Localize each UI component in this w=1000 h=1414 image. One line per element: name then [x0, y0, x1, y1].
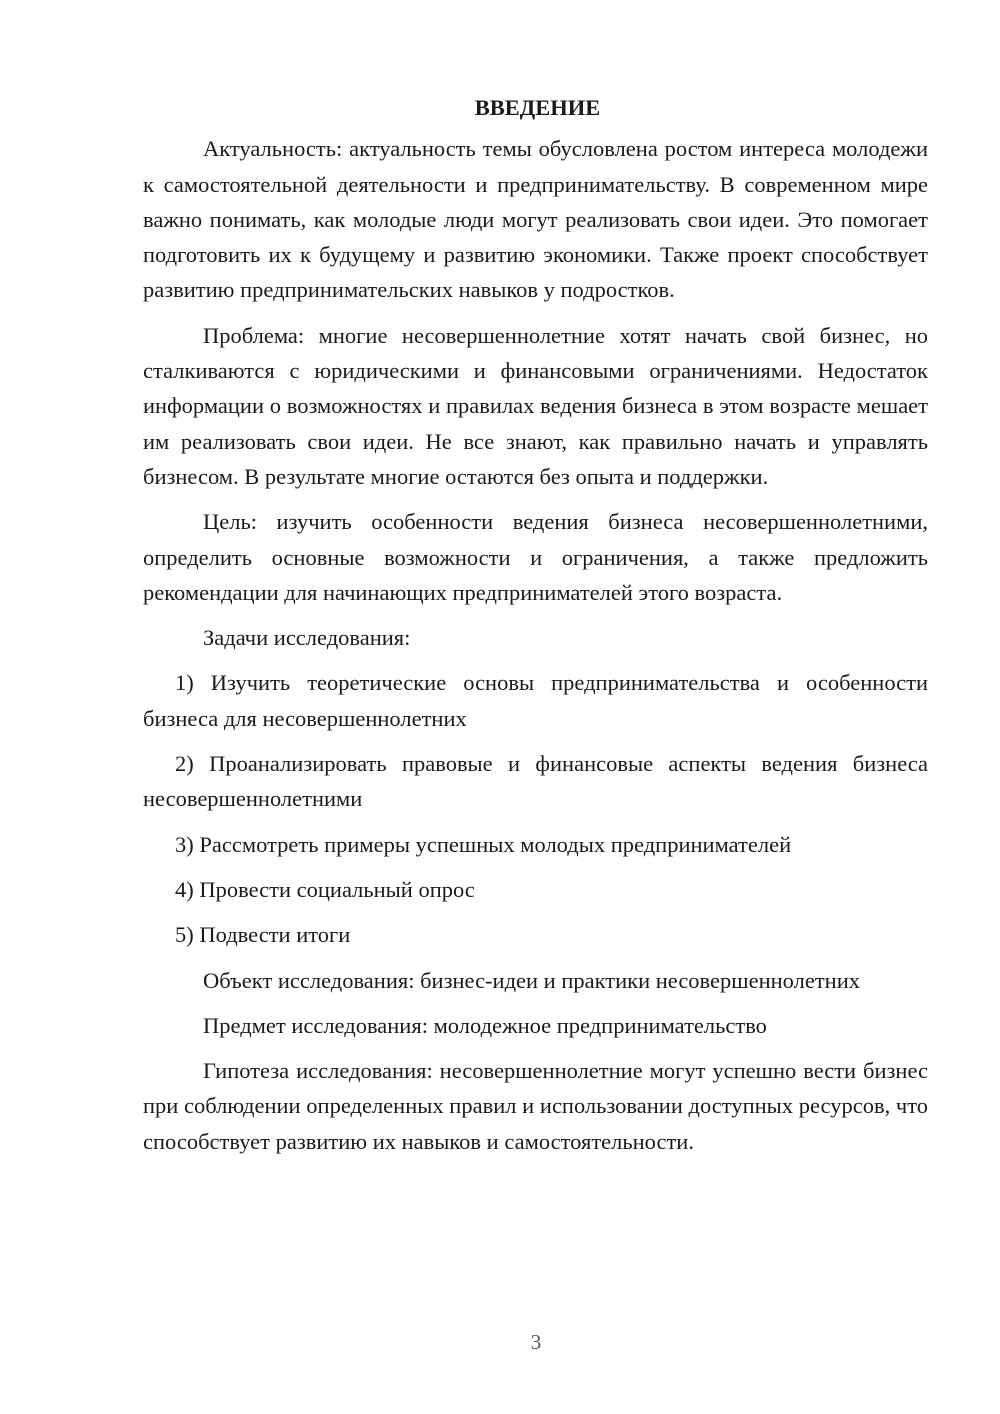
goal-paragraph: Цель: изучить особенности ведения бизнеса несовершеннолетними, определить основные возможности и ограничения, а также предложить рекомендации для начинающих предпринимателей этого возраста. [143, 509, 928, 605]
relevance-paragraph: Актуальность: актуальность темы обусловлена ростом интереса молодежи к самостоятельной деятельности и предпринимательству. В современном мире важно понимать, как молодые люди могут реализовать свои идеи. Это помогает подготовить их к будущему и развитию экономики. Также проект способствует развитию предпринимательских навыков у подростков. [143, 136, 928, 303]
hypothesis-paragraph: Гипотеза исследования: несовершеннолетние могут успешно вести бизнес при соблюдении определенных правил и использовании доступных ресурсов, что способствует развитию их навыков и самостоятельности. [143, 1058, 928, 1154]
problem-paragraph: Проблема: многие несовершеннолетние хотят начать свой бизнес, но сталкиваются с юридическими и финансовыми ограничениями. Недостаток информации о возможностях и правилах ведения бизнеса в этом возрасте мешает им реализовать свои идеи. Не все знают, как правильно начать и управлять бизнесом. В результате многие остаются без опыта и поддержки. [143, 322, 928, 489]
page-number: 3 [530, 1330, 542, 1354]
task-item-1: 1) Изучить теоретические основы предпринимательства и особенности бизнеса для несовершеннолетних [143, 670, 928, 731]
task-item-4: 4) Провести социальный опрос [175, 876, 475, 902]
task-item-2: 2) Проанализировать правовые и финансовые аспекты ведения бизнеса несовершеннолетними [143, 751, 928, 812]
object-line: Объект исследования: бизнес-идеи и практики несовершеннолетних [203, 967, 861, 993]
section-heading: ВВЕДЕНИЕ [474, 95, 601, 120]
tasks-title: Задачи исследования: [203, 625, 411, 651]
document-body [143, 90, 928, 1169]
task-item-5: 5) Подвести итоги [175, 922, 351, 948]
subject-line: Предмет исследования: молодежное предпринимательство [203, 1012, 767, 1038]
task-item-3: 3) Рассмотреть примеры успешных молодых предпринимателей [175, 831, 792, 857]
